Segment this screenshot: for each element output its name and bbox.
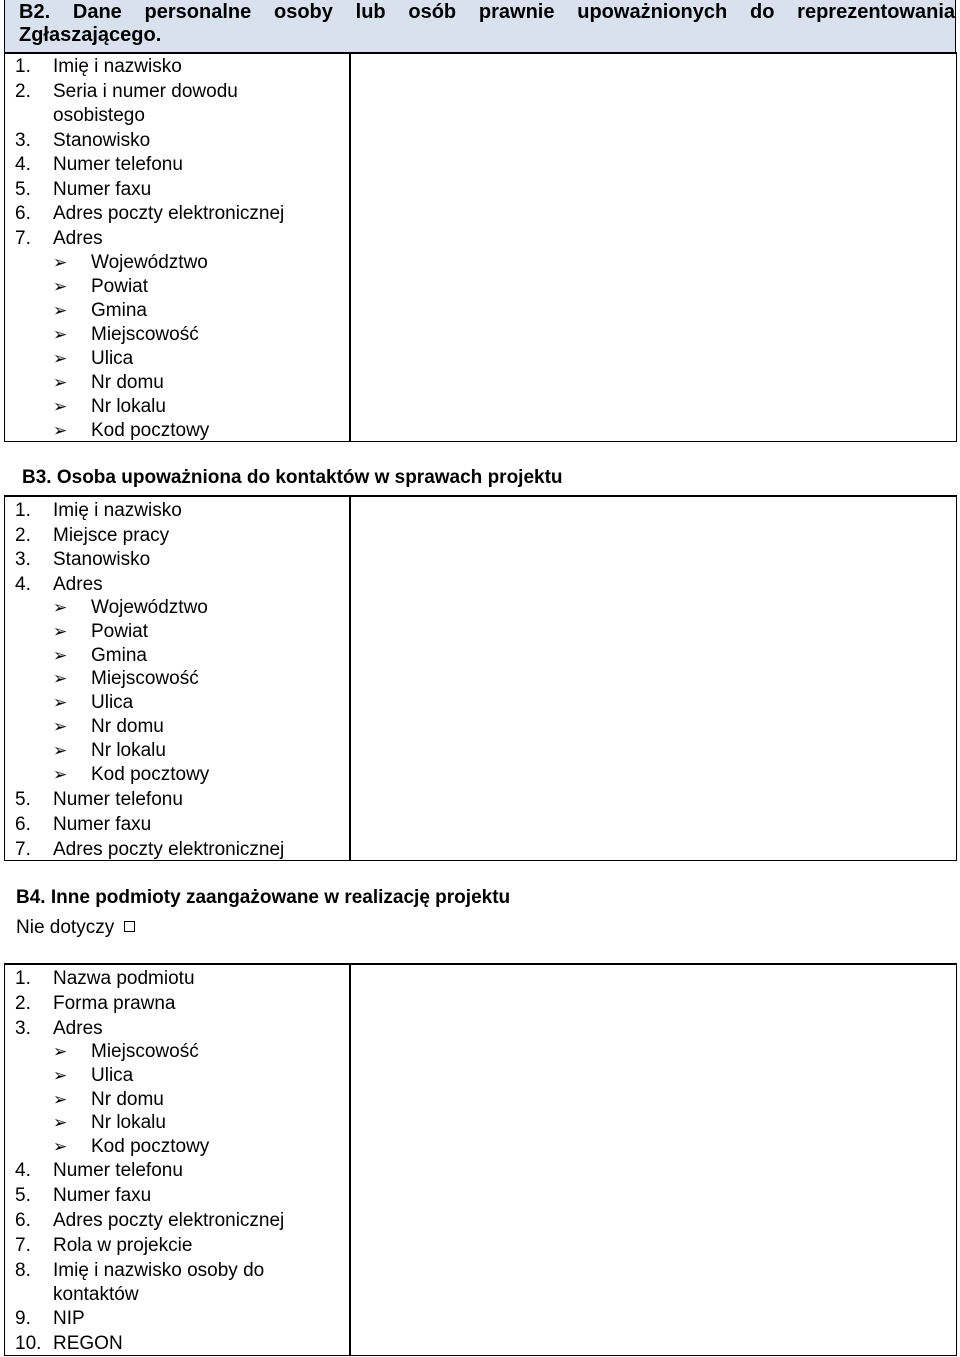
field-label: Nr domu [91, 1088, 164, 1110]
arrow-bullet-icon: ➢ [53, 598, 68, 617]
field-label: Seria i numer dowodu [53, 81, 238, 102]
checkbox[interactable] [124, 921, 135, 932]
field-number: 8. [15, 1260, 31, 1281]
field-label: Numer faxu [53, 179, 152, 200]
field-number: 1. [15, 968, 31, 989]
field-label: Nr domu [91, 372, 164, 393]
field-label: Imię i nazwisko [53, 500, 182, 521]
field-number: 5. [15, 179, 31, 200]
field-label: Nr domu [91, 716, 164, 737]
field-label: Imię i nazwisko osoby do [53, 1260, 265, 1281]
field-number: 7. [15, 228, 31, 249]
field-number: 3. [15, 549, 31, 571]
field-number: 7. [15, 1235, 31, 1256]
b2-title-line1: B2. Dane personalne osoby lub osób prawnie upoważnionych do reprezentowania [19, 1, 955, 23]
arrow-bullet-icon: ➢ [53, 253, 68, 272]
field-number: 4. [15, 1160, 31, 1181]
field-label: Kod pocztowy [91, 420, 210, 441]
field-label: Powiat [91, 276, 149, 297]
field-label: Województwo [91, 252, 208, 273]
field-label: Numer telefonu [53, 789, 183, 810]
field-label: Ulica [91, 692, 134, 714]
b2-section-header [4, 0, 956, 52]
field-label: Adres poczty elektronicznej [53, 838, 285, 860]
field-label: osobistego [53, 105, 145, 126]
field-label: Numer telefonu [53, 1160, 183, 1181]
field-label: Miejscowość [91, 324, 199, 345]
field-label: Adres poczty elektronicznej [53, 1210, 285, 1231]
field-number: 2. [15, 81, 31, 102]
arrow-bullet-icon: ➢ [53, 277, 68, 296]
field-label: Kod pocztowy [91, 1136, 210, 1158]
field-label: Kod pocztowy [91, 763, 210, 785]
b3-title: B3. Osoba upoważniona do kontaktów w sprawach projektu [22, 467, 563, 488]
field-number: 10. [15, 1333, 42, 1354]
field-label: Adres [53, 574, 103, 596]
field-label: Gmina [91, 300, 147, 321]
arrow-bullet-icon: ➢ [53, 1042, 68, 1061]
field-label: Województwo [91, 597, 208, 618]
field-number: 6. [15, 813, 31, 835]
field-number: 5. [15, 1185, 31, 1206]
field-label: Imię i nazwisko [53, 56, 182, 77]
arrow-bullet-icon: ➢ [53, 645, 68, 665]
field-number: 4. [15, 154, 31, 175]
field-label: Ulica [91, 348, 134, 369]
field-label: Stanowisko [53, 549, 151, 571]
field-number: 9. [15, 1308, 31, 1329]
column-divider [349, 497, 351, 860]
arrow-bullet-icon: ➢ [53, 693, 68, 713]
field-number: 7. [15, 838, 31, 860]
arrow-bullet-icon: ➢ [53, 397, 68, 416]
field-label: Miejscowość [91, 668, 199, 690]
b4-title [16, 886, 510, 910]
arrow-bullet-icon: ➢ [53, 1089, 68, 1109]
field-label: Adres poczty elektronicznej [53, 203, 285, 224]
not-applicable-option[interactable] [16, 916, 135, 940]
field-number: 6. [15, 1210, 31, 1231]
b2-form-table [4, 52, 957, 442]
field-label: REGON [53, 1333, 123, 1354]
field-number: 3. [15, 130, 31, 151]
field-label: Adres [53, 1018, 103, 1039]
field-label: Miejscowość [91, 1041, 199, 1062]
arrow-bullet-icon: ➢ [53, 373, 68, 392]
field-number: 6. [15, 203, 31, 224]
field-label: Numer faxu [53, 1185, 152, 1206]
field-label: Nr lokalu [91, 1112, 166, 1134]
field-number: 3. [15, 1018, 31, 1039]
arrow-bullet-icon: ➢ [53, 349, 68, 368]
field-number: 1. [15, 500, 31, 521]
field-label: Adres [53, 228, 103, 249]
column-divider [349, 54, 351, 441]
field-number: 2. [15, 524, 31, 546]
not-applicable-label: Nie dotyczy [16, 917, 115, 938]
field-label: Stanowisko [53, 130, 151, 151]
field-label: Powiat [91, 620, 149, 642]
arrow-bullet-icon: ➢ [53, 1113, 68, 1133]
b4-title-prefix: B4. [16, 887, 46, 908]
field-label: Nazwa podmiotu [53, 968, 195, 989]
field-label: Numer faxu [53, 813, 152, 835]
field-label: kontaktów [53, 1284, 139, 1305]
arrow-bullet-icon: ➢ [53, 1065, 68, 1085]
arrow-bullet-icon: ➢ [53, 301, 68, 320]
field-number: 5. [15, 789, 31, 810]
b3-form-table [4, 495, 957, 861]
field-label: Rola w projekcie [53, 1235, 193, 1256]
field-label: Ulica [91, 1064, 134, 1086]
arrow-bullet-icon: ➢ [53, 325, 68, 344]
b4-title-text: Inne podmioty zaangażowane w realizację projektu [50, 887, 511, 908]
arrow-bullet-icon: ➢ [53, 621, 68, 641]
field-number: 4. [15, 574, 31, 596]
b2-title-line2: Zgłaszającego. [19, 24, 162, 46]
field-label: Nr lokalu [91, 396, 166, 417]
b4-form-table [4, 963, 957, 1356]
column-divider [349, 965, 351, 1355]
field-label: Nr lokalu [91, 739, 166, 761]
field-label: Forma prawna [53, 993, 176, 1014]
field-label: Gmina [91, 644, 147, 666]
field-label: NIP [53, 1308, 85, 1329]
arrow-bullet-icon: ➢ [53, 764, 68, 784]
field-label: Numer telefonu [53, 154, 183, 175]
arrow-bullet-icon: ➢ [53, 421, 68, 440]
field-label: Miejsce pracy [53, 524, 170, 546]
field-number: 2. [15, 993, 31, 1014]
arrow-bullet-icon: ➢ [53, 717, 68, 736]
arrow-bullet-icon: ➢ [53, 740, 68, 760]
field-number: 1. [15, 56, 31, 77]
arrow-bullet-icon: ➢ [53, 669, 68, 689]
arrow-bullet-icon: ➢ [53, 1137, 68, 1157]
